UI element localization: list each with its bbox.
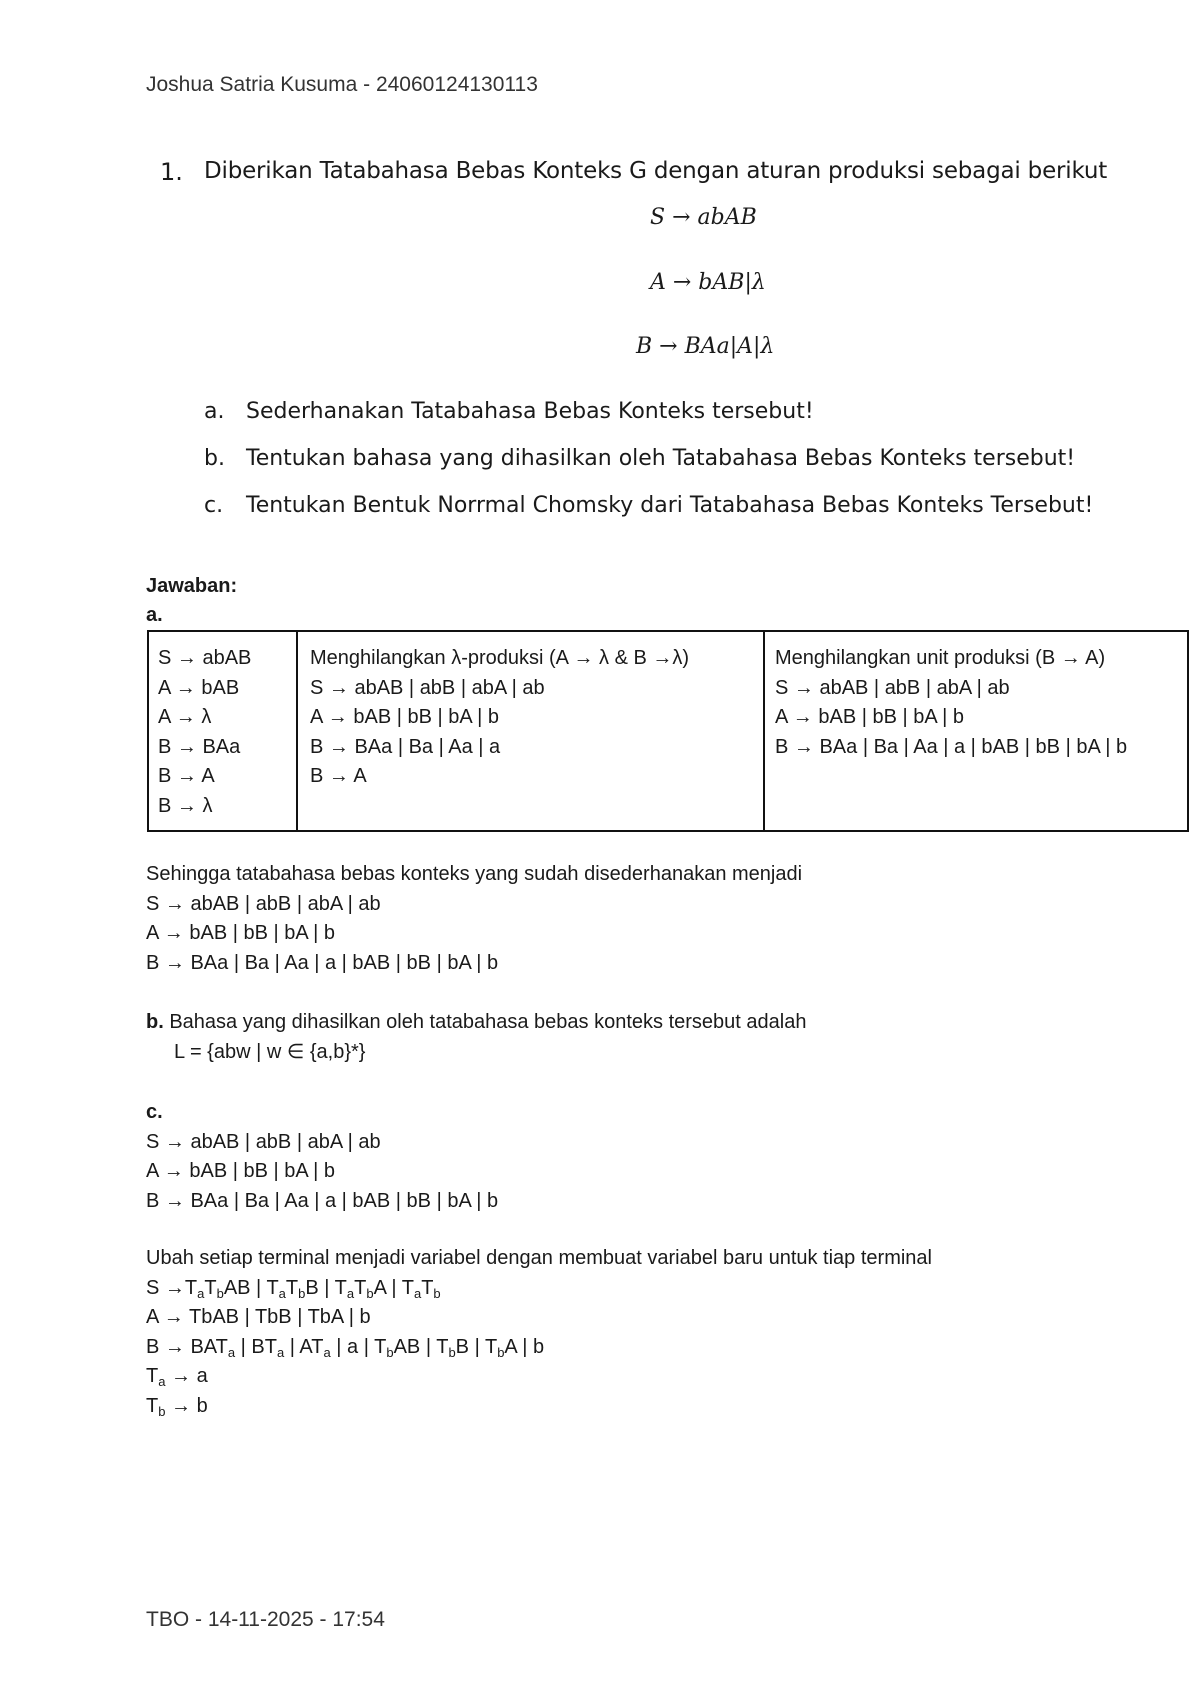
part-letter: c. <box>204 493 224 518</box>
table-line: B → BAa | Ba | Aa | a | bAB | bB | bA | b <box>775 735 1128 758</box>
table-line: B → BAa <box>158 735 241 758</box>
cnf-conversion <box>146 1244 932 1421</box>
cnf-rule-ta: $T_a \to a$ <box>146 1365 208 1389</box>
answer-b <box>146 1008 806 1067</box>
cnf-rule-a: A → TbAB | TbB | TbA | b <box>146 1306 371 1328</box>
table-line: A → bAB | bB | bA | b <box>775 706 965 728</box>
grammar-rule-b: B → BAa|A|λ <box>636 334 775 359</box>
cnf-line: B → BAa | Ba | Aa | a | bAB | bB | bA | b <box>146 1189 499 1212</box>
answer-title: Jawaban: <box>146 575 238 597</box>
cnf-rule-tb: $T_b \to b$ <box>146 1394 208 1419</box>
part-letter: b. <box>204 446 225 471</box>
question-number: 1. <box>160 158 183 186</box>
table-line: B → A <box>310 765 367 787</box>
simplified-line: A → bAB | bB | bA | b <box>146 922 336 944</box>
table-line: Menghilangkan λ-produksi (A → λ & B →λ) <box>310 647 690 669</box>
table-line: A → bAB <box>158 676 240 699</box>
answer-a-label: a. <box>146 604 163 626</box>
production-table <box>147 630 1189 832</box>
simplified-line: B → BAa | Ba | Aa | a | bAB | bB | bA | b <box>146 951 499 974</box>
table-line: S → abAB | abB | abA | ab <box>775 676 1010 699</box>
answer-b-text: Bahasa yang dihasilkan oleh tatabahasa bebas konteks tersebut adalah <box>169 1011 807 1033</box>
simplified-intro: Sehingga tatabahasa bebas konteks yang sudah disederhanakan menjadi <box>146 863 803 885</box>
part-text: Tentukan Bentuk Norrmal Chomsky dari Tatabahasa Bebas Konteks Tersebut! <box>246 493 1094 518</box>
cnf-intro: Ubah setiap terminal menjadi variabel dengan membuat variabel baru untuk tiap terminal <box>146 1247 932 1269</box>
cnf-rule-b: $B \to BAT_a$ | $BT_a$ | $AT_a$ | a | $T_bAB$ | $T_bB$ | $T_bA$ | b <box>146 1335 545 1360</box>
grammar-rule-a: A → bAB|λ <box>650 270 766 295</box>
table-line: S → abAB <box>158 647 252 669</box>
part-text: Sederhanakan Tatabahasa Bebas Konteks tersebut! <box>246 399 814 424</box>
table-col-original <box>148 631 297 831</box>
answer-c-label: c. <box>146 1101 163 1123</box>
language-definition: L = {abw | w ∈ {a,b}*} <box>174 1040 366 1063</box>
table-line: B → BAa | Ba | Aa | a <box>310 735 501 758</box>
cnf-rule-s: $S \to T_aT_bAB$ | $T_aT_bB$ | $T_aT_bA$ | $T_aT_b$ <box>146 1276 441 1301</box>
table-line: A → bAB | bB | bA | b <box>310 706 500 728</box>
answer-b-label: b. <box>146 1011 164 1033</box>
grammar-rule-s: S → abAB <box>650 205 757 230</box>
simplified-line: S → abAB | abB | abA | ab <box>146 892 381 915</box>
table-col-lambda <box>297 631 764 831</box>
table-line: B → A <box>158 765 215 787</box>
simplified-grammar <box>146 860 802 978</box>
question-text: Diberikan Tatabahasa Bebas Konteks G dengan aturan produksi sebagai berikut <box>204 158 1108 184</box>
table-col-unit <box>764 631 1188 831</box>
cnf-line: A → bAB | bB | bA | b <box>146 1160 336 1182</box>
table-line: Menghilangkan unit produksi (B → A) <box>775 647 1106 669</box>
part-text: Tentukan bahasa yang dihasilkan oleh Tatabahasa Bebas Konteks tersebut! <box>246 446 1076 471</box>
part-letter: a. <box>204 399 225 424</box>
cnf-line: S → abAB | abB | abA | ab <box>146 1130 381 1153</box>
table-line: B → λ <box>158 794 213 817</box>
page-header: Joshua Satria Kusuma - 24060124130113 <box>146 73 538 96</box>
answer-c <box>146 1098 498 1216</box>
table-line: S → abAB | abB | abA | ab <box>310 676 545 699</box>
table-line: A → λ <box>158 706 212 728</box>
page-footer: TBO - 14-11-2025 - 17:54 <box>146 1608 385 1631</box>
